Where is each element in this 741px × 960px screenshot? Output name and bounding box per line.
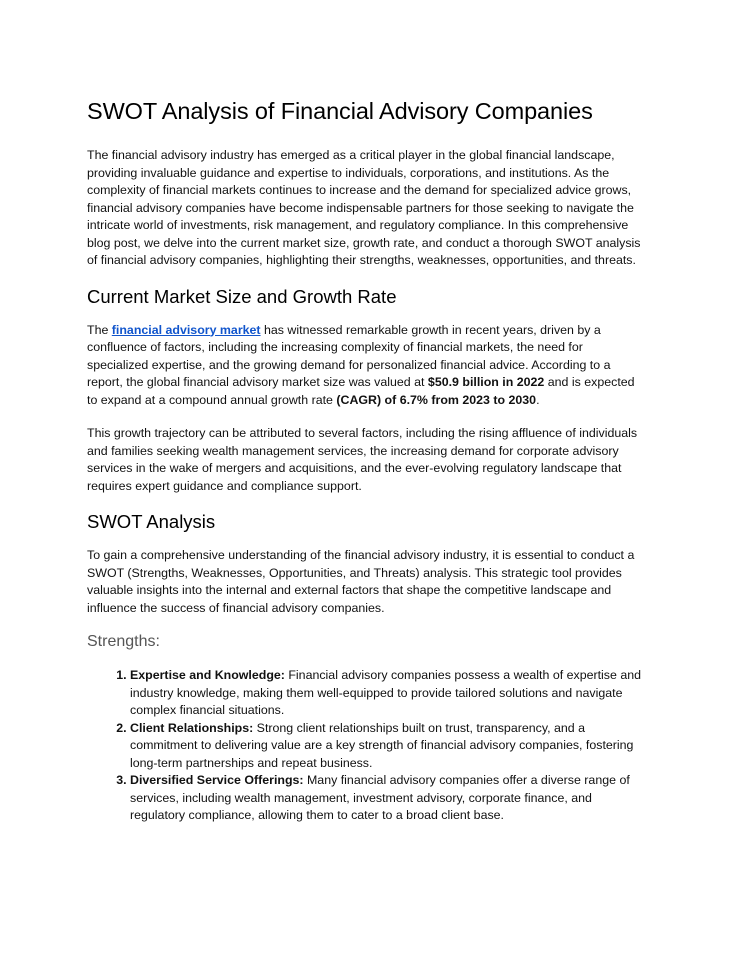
list-item xyxy=(130,667,645,720)
market-paragraph-1 xyxy=(87,322,645,410)
market-p1-mid2: and is expected to expand at a compound annual growth rate xyxy=(87,375,635,407)
market-p1-pre: The xyxy=(87,322,112,337)
list-item xyxy=(130,720,645,773)
strengths-heading: Strengths: xyxy=(87,633,160,650)
market-heading: Current Market Size and Growth Rate xyxy=(87,285,397,307)
financial-advisory-market-link[interactable]: financial advisory market xyxy=(111,322,261,337)
intro-paragraph: The financial advisory industry has emerged as a critical player in the global financial landscape, providing invaluable guidance and expertise to individuals, corporations, and institutions. As the complexity of financial markets continues to increase and the demand for specialized advice grows, financial advisory companies have become indispensable partners for those seeking to navigate the intricate world of investments, risk management, and regulatory compliance. In this comprehensive blog post, we delve into the current market size, growth rate, and conduct a thorough SWOT analysis of financial advisory companies, highlighting their strengths, weaknesses, opportunities, and threats. xyxy=(87,148,641,267)
market-paragraph-2: This growth trajectory can be attributed to several factors, including the rising affluence of individuals and families seeking wealth management services, the increasing demand for corporate advisory services in the wake of mergers and acquisitions, and the ever-evolving regulatory landscape that requires expert guidance and compliance support. xyxy=(87,426,638,493)
market-size-value: $50.9 billion in 2022 xyxy=(427,375,545,389)
swot-heading: SWOT Analysis xyxy=(87,511,216,532)
strength-title: Diversified Service Offerings: xyxy=(130,773,304,787)
cagr-value: (CAGR) of 6.7% from 2023 to 2030 xyxy=(336,392,537,407)
market-p1-mid1: has witnessed remarkable growth in recent years, driven by a confluence of factors, including the increasing complexity of financial markets, the need for specialized expertise, and the growing demand for personalized financial advice. According to a report, the global financial advisory market size was valued at xyxy=(87,322,611,389)
swot-intro-paragraph: To gain a comprehensive understanding of the financial advisory industry, it is essential to conduct a SWOT (Strengths, Weaknesses, Opportunities, and Threats) analysis. This strategic tool provides valuable insights into the internal and external factors that shape the competitive landscape and influence the success of financial advisory companies. xyxy=(87,548,635,615)
strength-title: Client Relationships: xyxy=(130,720,254,735)
strengths-list xyxy=(87,667,645,825)
strength-text: Many financial advisory companies offer a diverse range of services, including wealth management, investment advisory, corporate finance, and regulatory compliance, allowing them to cater to a broad client base. xyxy=(130,773,630,822)
market-p1-post: . xyxy=(536,392,540,407)
page-title: SWOT Analysis of Financial Advisory Companies xyxy=(87,98,593,124)
strength-title: Expertise and Knowledge: xyxy=(130,668,285,682)
strength-text: Strong client relationships built on trust, transparency, and a commitment to delivering value are a key strength of financial advisory companies, fostering long-term partnerships and repeat business. xyxy=(130,720,634,770)
strength-text: Financial advisory companies possess a wealth of expertise and industry knowledge, making them well-equipped to provide tailored solutions and navigate complex financial situations. xyxy=(130,668,641,717)
list-item xyxy=(130,772,645,825)
